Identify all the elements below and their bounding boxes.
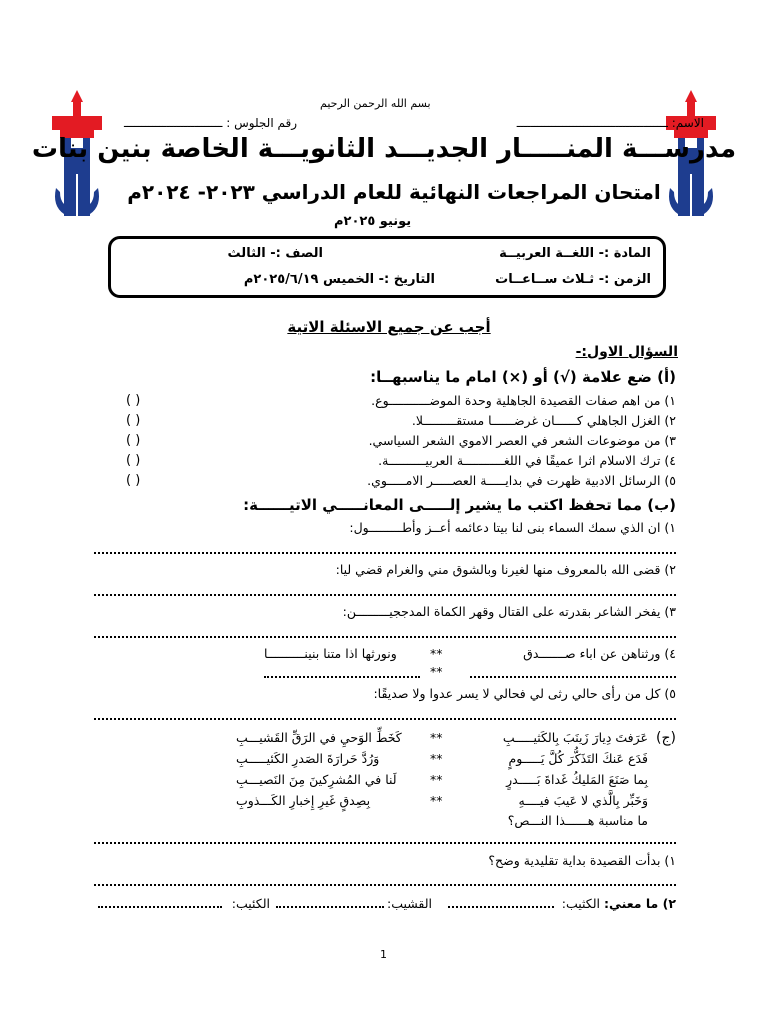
word-kaeeb-label: الكئيب: xyxy=(231,896,270,911)
part-b-item-5: ٥) كل من رأى حالي رثى لي فحالي لا يسر عدوا ولا صديقًا: xyxy=(373,686,676,701)
answer-parens-4[interactable]: ( ) xyxy=(126,453,141,468)
answer-line[interactable] xyxy=(94,544,676,554)
verse-separator: ** xyxy=(430,730,443,745)
part-a-item-1: ١) من اهم صفات القصيدة الجاهلية وحدة الموضـــــــــــوع. xyxy=(371,393,676,408)
part-b-item-4a: ٤) ورثناهن عن اباء صـــــــدق xyxy=(523,646,676,661)
answer-line[interactable] xyxy=(470,668,676,678)
exam-title: امتحان المراجعات النهائية للعام الدراسي ٢٠٢٣- ٢٠٢٤م xyxy=(127,180,661,204)
page-number: 1 xyxy=(380,948,387,961)
verse-separator: ** xyxy=(430,664,443,679)
part-a-item-3: ٣) من موضوعات الشعر في العصر الاموي الشعر السياسي. xyxy=(368,433,676,448)
question-1-title: السؤال الاول:- xyxy=(575,344,678,360)
part-c-label: (ج) xyxy=(656,730,676,746)
part-b-item-3: ٣) يفخر الشاعر بقدرته على القتال وقهر الكماة المدججيـــــــــن: xyxy=(342,604,676,619)
answer-parens-1[interactable]: ( ) xyxy=(126,393,141,408)
answer-line[interactable] xyxy=(94,586,676,596)
general-instruction: أجب عن جميع الاسئلة الاتية xyxy=(287,318,491,336)
verse-separator: ** xyxy=(430,772,443,787)
answer-parens-2[interactable]: ( ) xyxy=(126,413,141,428)
seat-number-field: رقم الجلوس : ــــــــــــــــــــــــــــ xyxy=(124,116,297,130)
part-a-item-2: ٢) الغزل الجاهلي كــــــان غرضــــــا مستقـــــــــلا. xyxy=(411,413,676,428)
part-b-item-1: ١) ان الذي سمك السماء بنى لنا بيتا دعائمه أعــز وأطـــــــــول: xyxy=(349,520,676,535)
answer-line[interactable] xyxy=(98,898,222,908)
exam-info-box xyxy=(108,236,666,298)
verse-4-second-hemistich: بِصِدقٍ غَيرِ إِخبارِ الكَـــذوبِ xyxy=(236,793,371,808)
verse-separator: ** xyxy=(430,646,443,661)
verse-1-first-hemistich: عَرَفتَ دِيارَ زَينَبَ بِالكَثيـــــبِ xyxy=(502,730,648,745)
verse-1-second-hemistich: كَخَطِّ الوَحيِ في الرَقِّ القَشيـــبِ xyxy=(236,730,402,745)
word-qashib-label: القشيب: xyxy=(386,896,432,911)
exam-date: يونيو ٢٠٢٥م xyxy=(334,214,412,229)
part-a-item-5: ٥) الرسائل الادبية ظهرت في بدايـــــة العصـــــر الامـــــوي. xyxy=(367,473,676,488)
verse-separator: ** xyxy=(430,751,443,766)
part-c-question-2-label: ٢) ما معني: xyxy=(603,896,676,911)
part-c-question-1: ١) بدأت القصيدة بداية تقليدية وضح؟ xyxy=(488,853,676,868)
answer-line[interactable] xyxy=(94,710,676,720)
part-a-heading: (أ) ضع علامة (√) أو (×) امام ما يناسبهــا: xyxy=(370,368,676,386)
word-kathib-label: الكثيب: xyxy=(561,896,600,911)
answer-line[interactable] xyxy=(264,668,420,678)
date-info: التاريخ :- الخميس ٢٠٢٥/٦/١٩م xyxy=(243,272,435,287)
answer-line[interactable] xyxy=(448,898,554,908)
part-b-item-2: ٢) قضى الله بالمعروف منها لغيرنا وبالشوق مني والغرام قضي ليا: xyxy=(335,562,676,577)
answer-line[interactable] xyxy=(94,628,676,638)
answer-line[interactable] xyxy=(276,898,384,908)
answer-parens-3[interactable]: ( ) xyxy=(126,433,141,448)
school-name: مدرســـة المنـــــار الجديـــد الثانويـــة الخاصة بنين بنات xyxy=(31,134,737,164)
grade-info: الصف :- الثالث xyxy=(227,246,323,261)
student-name-field: الاسم: ـــــــــــــــــــــــــــــــــــــــــــ xyxy=(516,116,704,130)
verse-4-first-hemistich: وَخَبِّر بِالَّذي لا عَيبَ فيــــهِ xyxy=(518,793,648,808)
duration-info: الزمن :- ثـلاث ســاعــات xyxy=(495,272,651,287)
part-b-item-4b: ونورثها اذا متنا بنينــــــــــا xyxy=(264,646,397,661)
answer-line[interactable] xyxy=(94,834,676,844)
answer-line[interactable] xyxy=(94,876,676,886)
answer-parens-5[interactable]: ( ) xyxy=(126,473,141,488)
verse-2-first-hemistich: فَدَع عَنكَ التَذَكُّرَ كُلَّ يَـــــومٍ xyxy=(508,751,648,766)
verse-3-second-hemistich: لَنا في المُشرِكينَ مِنَ النَصيـــبِ xyxy=(236,772,397,787)
verse-3-first-hemistich: بِما صَنَعَ المَليكُ غَداةَ بَـــــدرٍ xyxy=(506,772,648,787)
part-b-heading: (ب) مما تحفظ اكتب ما يشير إلـــــى المعانـــــي الاتيــــــة: xyxy=(243,496,676,514)
basmala: بسم الله الرحمن الرحيم xyxy=(320,97,431,110)
subject-info: المادة :- اللغــة العربيــة xyxy=(499,246,651,261)
verse-separator: ** xyxy=(430,793,443,808)
part-c-occasion-question: ما مناسبة هــــــذا النـــص؟ xyxy=(507,813,648,828)
part-a-item-4: ٤) ترك الاسلام اثرا عميقًا في اللغـــــــــــة العربيــــــــــة. xyxy=(378,453,676,468)
verse-2-second-hemistich: وَرُدَّ حَرارَةَ الصَدرِ الكَئيـــــبِ xyxy=(236,751,380,766)
